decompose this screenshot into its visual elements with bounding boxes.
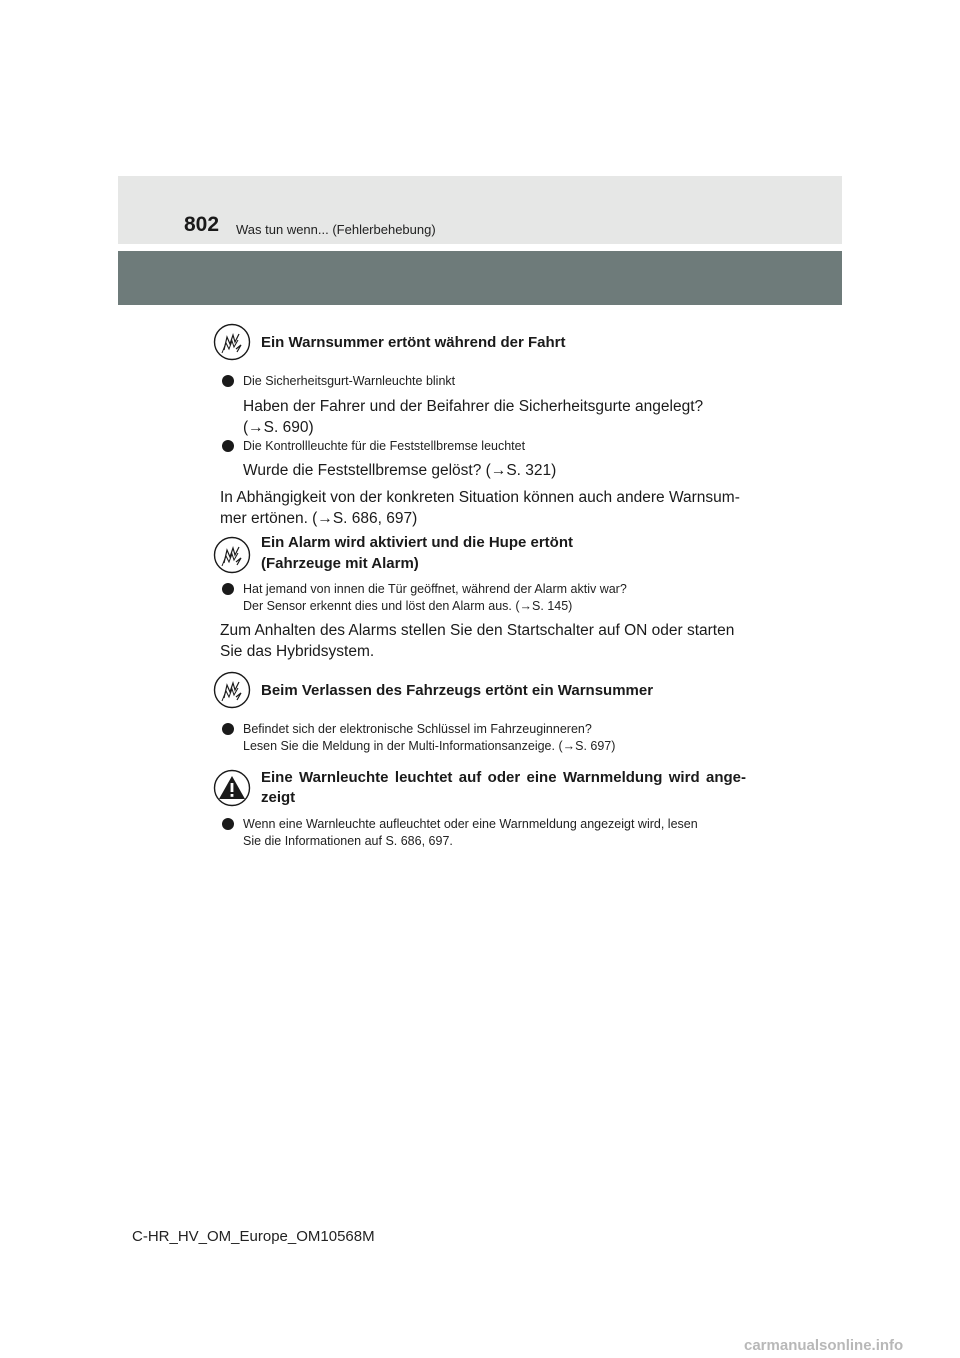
- bullet-text: Die Kontrollleuchte für die Feststellbremse leuchtet: [243, 439, 526, 453]
- warning-icon: [213, 769, 251, 807]
- note-text: Sie das Hybridsystem.: [220, 643, 375, 660]
- section-heading: Ein Warnsummer ertönt während der Fahrt: [261, 334, 566, 351]
- bullet-text: Sie die Informationen auf S. 686, 697.: [243, 834, 453, 848]
- section-band: [118, 251, 842, 305]
- bullet-text: Lesen Sie die Meldung in der Multi-Informationsanzeige. (→S. 697): [243, 739, 616, 753]
- bullet: [222, 723, 234, 735]
- bolt-icon: [213, 536, 251, 574]
- bullet-text: Hat jemand von innen die Tür geöffnet, während der Alarm aktiv war?: [243, 582, 627, 596]
- section-heading: (Fahrzeuge mit Alarm): [261, 555, 419, 572]
- bolt-icon: [213, 671, 251, 709]
- bullet: [222, 375, 234, 387]
- answer-text: (→S. 690): [243, 419, 314, 436]
- bullet-text: Der Sensor erkennt dies und löst den Alarm aus. (→S. 145): [243, 599, 573, 613]
- note-text: mer ertönen. (→S. 686, 697): [220, 510, 418, 527]
- header-bar: [118, 176, 842, 244]
- chapter-title: Was tun wenn... (Fehlerbehebung): [236, 222, 436, 237]
- watermark: carmanualsonline.info: [744, 1337, 904, 1354]
- bullet-text: Befindet sich der elektronische Schlüssel im Fahrzeuginneren?: [243, 722, 592, 736]
- note-text: In Abhängigkeit von der konkreten Situation können auch andere Warnsum-: [220, 489, 740, 506]
- bullet: [222, 440, 234, 452]
- bolt-icon: [213, 323, 251, 361]
- section-heading: Eine Warnleuchte leuchtet auf oder eine Warnmeldung wird ange-: [261, 769, 746, 786]
- section-heading: Ein Alarm wird aktiviert und die Hupe ertönt: [261, 534, 573, 551]
- bullet: [222, 583, 234, 595]
- bullet: [222, 818, 234, 830]
- page-number: 802: [184, 213, 220, 236]
- bullet-text: Wenn eine Warnleuchte aufleuchtet oder eine Warnmeldung angezeigt wird, lesen: [243, 817, 698, 831]
- section-heading: Beim Verlassen des Fahrzeugs ertönt ein Warnsummer: [261, 682, 654, 699]
- document-code: C-HR_HV_OM_Europe_OM10568M: [132, 1228, 375, 1245]
- bullet-text: Die Sicherheitsgurt-Warnleuchte blinkt: [243, 374, 456, 388]
- note-text: Zum Anhalten des Alarms stellen Sie den Startschalter auf ON oder starten: [220, 622, 735, 639]
- answer-text: Haben der Fahrer und der Beifahrer die Sicherheitsgurte angelegt?: [243, 398, 704, 415]
- answer-text: Wurde die Feststellbremse gelöst? (→S. 321): [243, 462, 557, 479]
- section-heading: zeigt: [261, 789, 296, 806]
